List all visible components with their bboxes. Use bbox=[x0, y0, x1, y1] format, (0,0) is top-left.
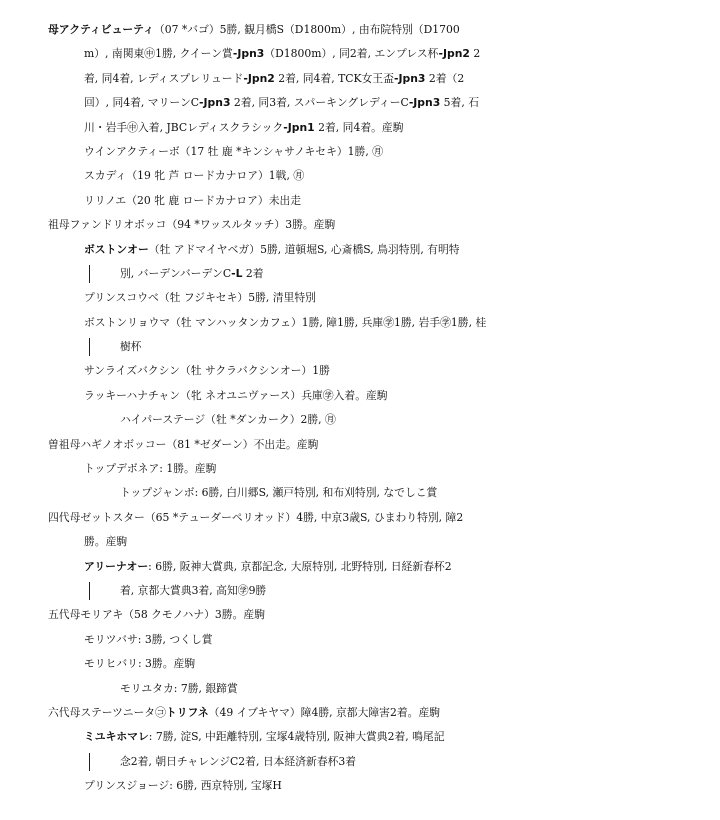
text-run: ハイパーステージ（牡 *ダンカーク）2勝, ㊊ bbox=[120, 413, 336, 427]
text-line bbox=[0, 311, 720, 335]
pedigree-document bbox=[0, 18, 720, 799]
highlighted-text: ミユキホマレ bbox=[84, 730, 149, 744]
text-run: 着, 京都大賞典3着, 高知㊫9勝 bbox=[120, 583, 267, 597]
text-line bbox=[0, 262, 720, 286]
text-line bbox=[0, 286, 720, 310]
text-line bbox=[0, 579, 720, 603]
text-run: （07 *バゴ）5勝, 観月橋S（D1800m）, 由布院特別（D1700 bbox=[153, 23, 460, 36]
text-run: 五代母モリアキ bbox=[48, 608, 124, 622]
text-run: 5着, 石 bbox=[440, 96, 480, 110]
highlighted-text: -Jpn3 bbox=[199, 96, 231, 110]
highlighted-text: -Jpn2 bbox=[243, 71, 275, 85]
continuation-bar bbox=[89, 753, 90, 771]
text-run: 祖母ファンドリオボッコ bbox=[48, 218, 167, 232]
text-line bbox=[0, 238, 720, 262]
text-line bbox=[0, 457, 720, 481]
text-line bbox=[0, 189, 720, 213]
text-line bbox=[0, 18, 720, 42]
text-run: ボストンリョウマ bbox=[84, 315, 171, 329]
text-run: トップジャンボ bbox=[120, 486, 195, 500]
text-run: （牡 マンハッタンカフェ）1勝, 障1勝, 兵庫㊫1勝, 岩手㊫1勝, 桂 bbox=[170, 315, 487, 329]
highlighted-text: -Jpn2 bbox=[438, 47, 470, 61]
highlighted-text: トリフネ bbox=[165, 705, 209, 719]
text-line bbox=[0, 481, 720, 505]
text-run: サンライズバクシン（牡 サクラバクシンオー）1勝 bbox=[84, 364, 330, 378]
text-run: 回）, 同4着, マリーンC bbox=[84, 96, 200, 110]
continuation-bar bbox=[89, 338, 90, 356]
text-run: : 3勝。産駒 bbox=[137, 657, 196, 671]
text-line bbox=[0, 603, 720, 627]
text-run: ラッキーハナチャン（牝 ネオユニヴァース）兵庫㊫入着。産駒 bbox=[84, 388, 388, 402]
text-run: ウインアクティーボ（17 牡 鹿 *キンシャサノキセキ）1勝, ㊊ bbox=[84, 144, 383, 158]
text-line bbox=[0, 42, 720, 66]
text-line bbox=[0, 408, 720, 432]
text-run: （49 イブキヤマ）障4勝, 京都大障害2着。産駒 bbox=[208, 705, 441, 719]
text-line bbox=[0, 335, 720, 359]
text-line bbox=[0, 433, 720, 457]
text-run: 曽祖母ハギノオボッコー bbox=[48, 437, 167, 451]
text-run: （81 *ゼダーン）不出走。産駒 bbox=[166, 437, 319, 451]
text-run: 2 bbox=[469, 47, 481, 61]
text-run: （58 クモノハナ）3勝。産駒 bbox=[123, 608, 265, 622]
text-line bbox=[0, 530, 720, 554]
text-run: 六代母ステーツニータ㋙ bbox=[48, 705, 166, 719]
text-run: 着, 同4着, レディスプレリュード bbox=[84, 71, 244, 85]
text-line bbox=[0, 67, 720, 91]
text-run: 樹杯 bbox=[120, 340, 142, 354]
text-run: （D1800m）, 同2着, エンプレス杯 bbox=[264, 47, 439, 61]
text-run: モリユタカ bbox=[120, 681, 174, 695]
text-run: 勝。産駒 bbox=[84, 535, 128, 549]
text-line bbox=[0, 359, 720, 383]
highlighted-text: 母 bbox=[48, 23, 59, 36]
text-line bbox=[0, 116, 720, 140]
text-line bbox=[0, 91, 720, 115]
text-run: （65 *テューダーペリオッド）4勝, 中京3歳S, ひまわり特別, 障2 bbox=[144, 510, 464, 524]
highlighted-text: ボストンオー bbox=[84, 242, 149, 256]
text-run: 2着 bbox=[242, 266, 264, 280]
text-line bbox=[0, 628, 720, 652]
text-run: : 6勝, 西京特別, 宝塚H bbox=[169, 779, 282, 793]
continuation-bar bbox=[89, 582, 90, 600]
text-run: プリンスジョージ bbox=[84, 779, 170, 793]
text-run: 2着, 同4着。産駒 bbox=[314, 120, 404, 134]
text-run: スカディ（19 牝 芦 ロードカナロア）1戦, ㊊ bbox=[84, 169, 305, 183]
text-run: リリノエ（20 牝 鹿 ロードカナロア）未出走 bbox=[84, 193, 302, 207]
text-line bbox=[0, 213, 720, 237]
text-line bbox=[0, 384, 720, 408]
text-run: : 6勝, 阪神大賞典, 京都記念, 大原特別, 北野特別, 日経新春杯2 bbox=[148, 559, 452, 573]
text-line bbox=[0, 750, 720, 774]
text-line bbox=[0, 555, 720, 579]
highlighted-text: アリーナオー bbox=[84, 559, 149, 573]
text-run: 念2着, 朝日チャレンジC2着, 日本経済新春杯3着 bbox=[120, 754, 357, 768]
text-run: モリヒバリ bbox=[84, 657, 138, 671]
text-run: （牡 フジキセキ）5勝, 清里特別 bbox=[158, 291, 316, 305]
highlighted-text: -Jpn1 bbox=[283, 120, 315, 134]
text-run: プリンスコウベ bbox=[84, 291, 159, 305]
text-run: 2着, 同3着, スパーキングレディーC bbox=[230, 96, 409, 110]
text-run: トップデボネア bbox=[84, 462, 160, 476]
continuation-bar bbox=[89, 265, 90, 283]
text-run: 2着, 同4着, TCK女王盃 bbox=[274, 71, 394, 85]
text-run: 川・岩手㊥入着, JBCレディスクラシック bbox=[84, 120, 284, 134]
text-run: 別, バーデンバーデンC bbox=[120, 266, 232, 280]
text-run: （94 *ワッスルタッチ）3勝。産駒 bbox=[166, 218, 336, 232]
text-line bbox=[0, 652, 720, 676]
text-run: : 3勝, つくし賞 bbox=[137, 632, 213, 646]
highlighted-text: -Jpn3 bbox=[408, 96, 441, 110]
highlighted-text: -Jpn3 bbox=[394, 71, 426, 85]
text-line bbox=[0, 506, 720, 530]
text-run: m）, 南関東㊥1勝, クイーン賞 bbox=[84, 47, 233, 61]
text-line bbox=[0, 701, 720, 725]
text-line bbox=[0, 140, 720, 164]
text-line bbox=[0, 677, 720, 701]
text-run: : 6勝, 白川郷S, 瀬戸特別, 和布刈特別, なでしこ賞 bbox=[194, 486, 438, 500]
text-line bbox=[0, 164, 720, 188]
highlighted-text: -L bbox=[231, 266, 243, 280]
text-run: : 7勝, 淀S, 中距離特別, 宝塚4歳特別, 阪神大賞典2着, 鳴尾記 bbox=[148, 730, 445, 744]
text-run: モリツバサ bbox=[84, 632, 138, 646]
highlighted-text: アクティビューティ bbox=[58, 23, 154, 36]
text-line bbox=[0, 774, 720, 798]
highlighted-text: -Jpn3 bbox=[232, 47, 265, 61]
text-run: 2着（2 bbox=[425, 71, 465, 85]
text-line bbox=[0, 725, 720, 749]
text-run: （牡 アドマイヤベガ）5勝, 道頓堀S, 心斎橋S, 鳥羽特別, 有明特 bbox=[148, 242, 460, 256]
text-run: 四代母ゼットスター bbox=[48, 510, 145, 524]
text-run: : 7勝, 銀蹄賞 bbox=[173, 681, 238, 695]
text-run: : 1勝。産駒 bbox=[159, 462, 217, 476]
